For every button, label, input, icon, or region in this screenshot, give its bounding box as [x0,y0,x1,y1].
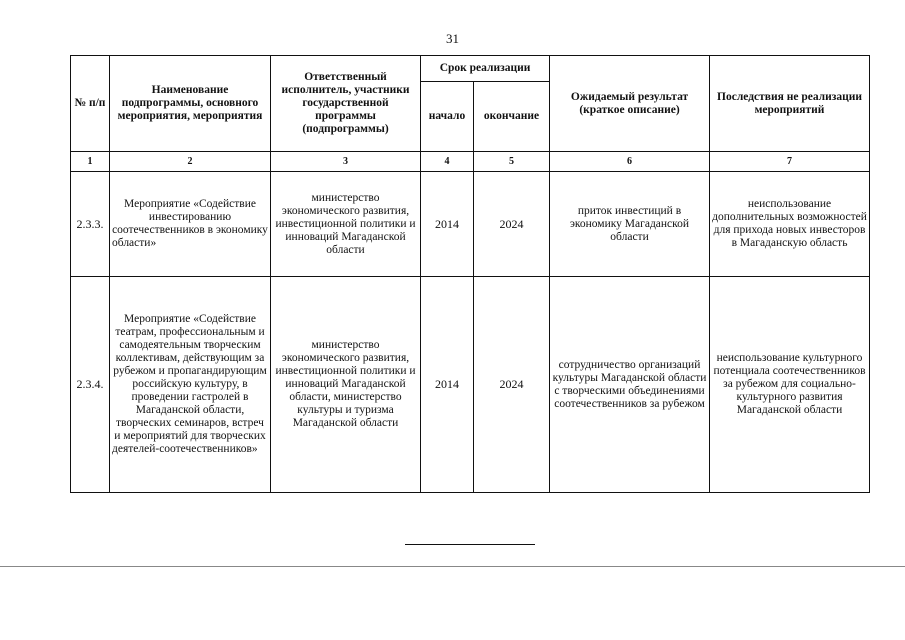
row-responsible: министерство экономического развития, инвестиционной политики и инноваций Магаданской области, министерство культуры и туризма Магаданской области [271,277,421,493]
row-result: сотрудничество организаций культуры Магаданской области с творческими объединениями соотечественников за рубежом [550,277,710,493]
column-number: 5 [474,152,550,172]
table-row [71,172,870,277]
row-number: 2.3.4. [71,277,110,493]
page-number: 31 [446,31,459,46]
row-name: Мероприятие «Содействие театрам, профессиональным и самодеятельным творческим коллективам, действующим за рубежом и пропагандирующим российскую культуру, в проведении гастролей в Магаданской области, творческих семинаров, встреч и мероприятий для творческих деятелей-соотечественников» [110,277,271,493]
header-start: начало [421,82,474,152]
header-result: Ожидаемый результат (краткое описание) [550,56,710,152]
column-number-row [71,152,870,172]
row-end: 2024 [474,277,550,493]
header-consequences: Последствия не реализации мероприятий [710,56,870,152]
header-end: окончание [474,82,550,152]
table-row [71,277,870,493]
column-number: 7 [710,152,870,172]
header-responsible: Ответственный исполнитель, участники государственной программы (подпрограммы) [271,56,421,152]
row-result: приток инвестиций в экономику Магаданской области [550,172,710,277]
row-start: 2014 [421,172,474,277]
row-start: 2014 [421,277,474,493]
row-number: 2.3.3. [71,172,110,277]
row-name: Мероприятие «Содействие инвестированию соотечественников в экономику области» [110,172,271,277]
row-consequences: неиспользование культурного потенциала соотечественников за рубежом для социально-культурного развития Магаданской области [710,277,870,493]
row-responsible: министерство экономического развития, инвестиционной политики и инноваций Магаданской области [271,172,421,277]
column-number: 1 [71,152,110,172]
column-number: 2 [110,152,271,172]
row-consequences: неиспользование дополнительных возможностей для прихода новых инвесторов в Магаданскую область [710,172,870,277]
column-number: 4 [421,152,474,172]
page-edge-line [0,566,905,567]
header-num: № п/п [71,56,110,152]
program-table [70,55,870,493]
row-end: 2024 [474,172,550,277]
header-period: Срок реализации [421,56,550,82]
footer-divider [405,544,535,545]
column-number: 3 [271,152,421,172]
column-number: 6 [550,152,710,172]
header-name: Наименование подпрограммы, основного мероприятия, мероприятия [110,56,271,152]
